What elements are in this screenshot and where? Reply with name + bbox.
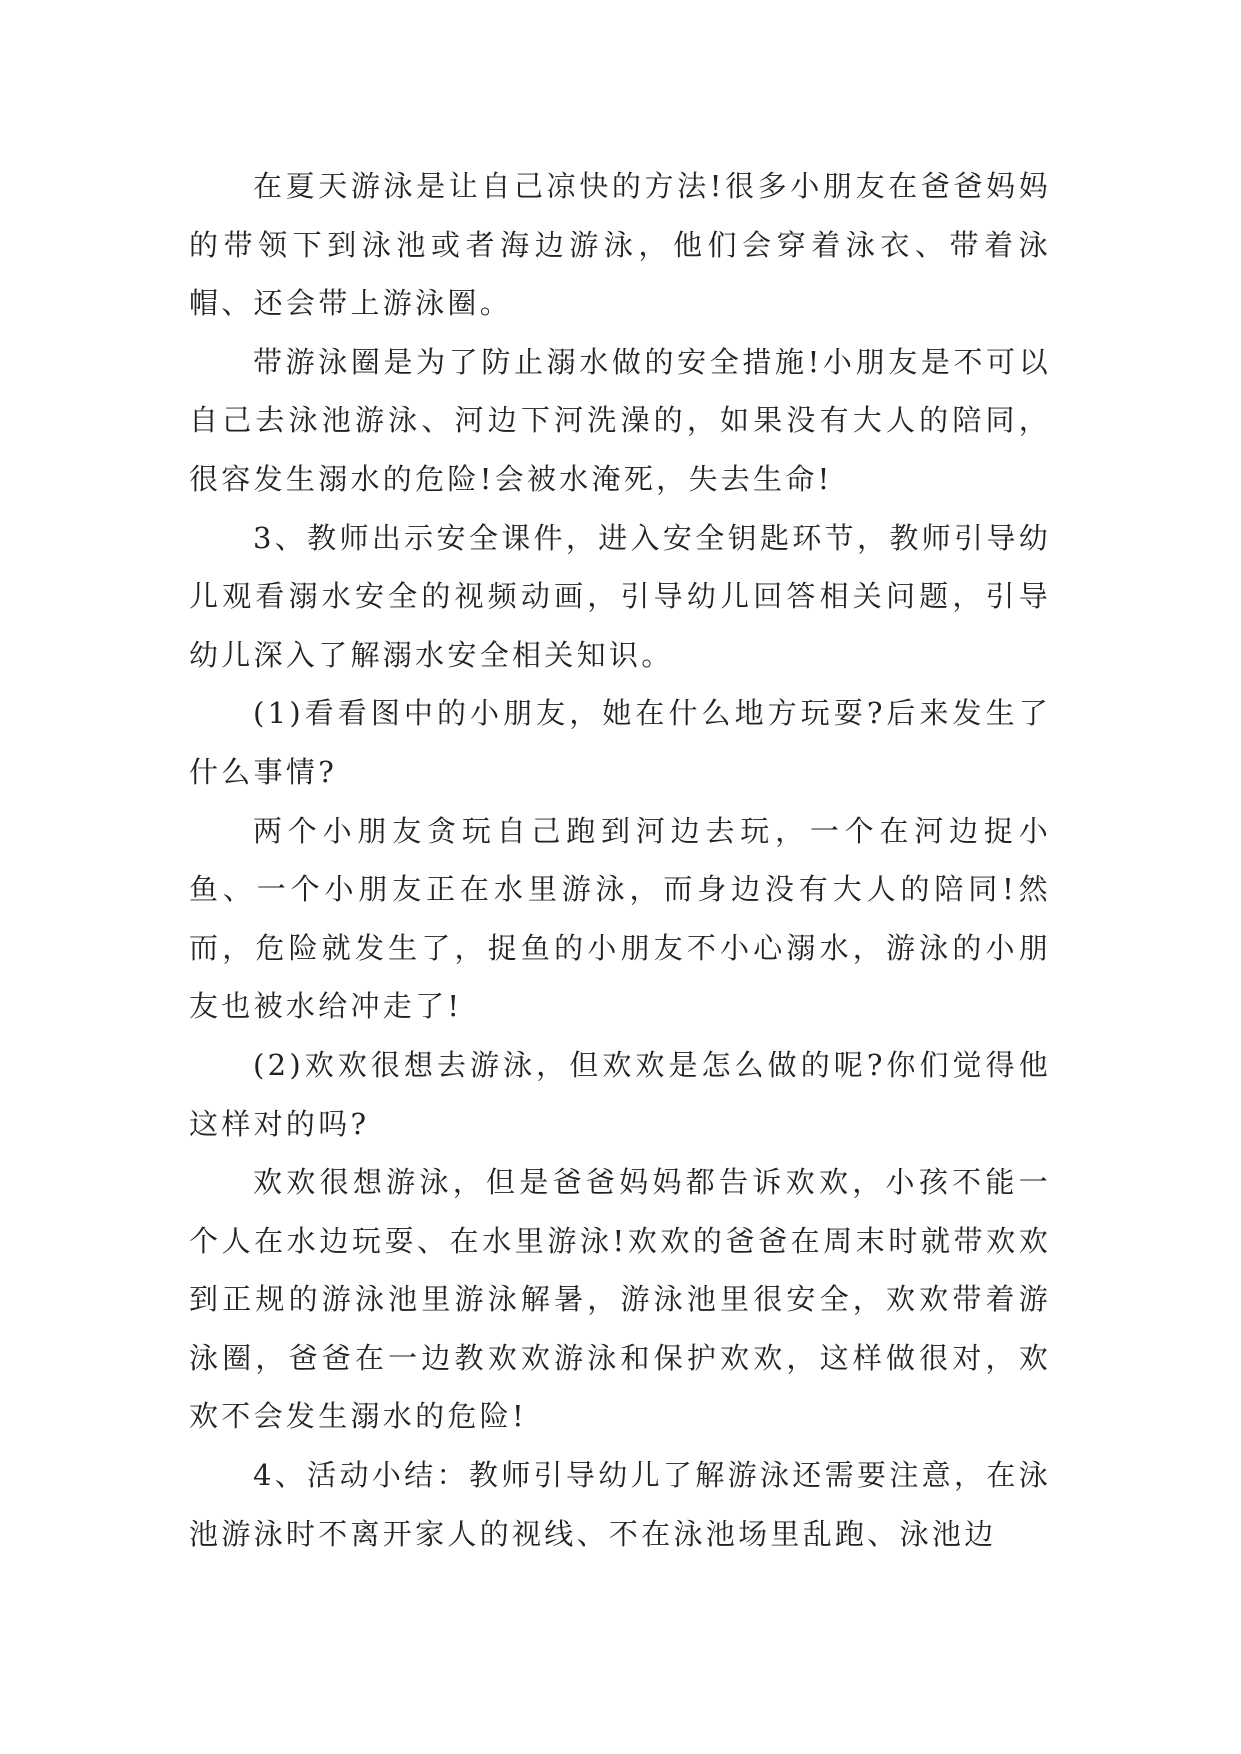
paragraph-6: (2)欢欢很想去游泳，但欢欢是怎么做的呢?你们觉得他这样对的吗? [189, 1047, 1051, 1141]
paragraph-5: 两个小朋友贪玩自己跑到河边去玩，一个在河边捉小鱼、一个小朋友正在水里游泳，而身边没有大人的陪同!然而，危险就发生了，捉鱼的小朋友不小心溺水，游泳的小朋友也被水给冲走了! [189, 813, 1051, 1024]
document-body [189, 157, 1051, 1563]
paragraph-3: 3、教师出示安全课件，进入安全钥匙环节，教师引导幼儿观看溺水安全的视频动画，引导幼儿回答相关问题，引导幼儿深入了解溺水安全相关知识。 [189, 520, 1051, 672]
paragraph-2: 带游泳圈是为了防止溺水做的安全措施!小朋友是不可以自己去泳池游泳、河边下河洗澡的，如果没有大人的陪同，很容发生溺水的危险!会被水淹死，失去生命! [189, 344, 1051, 496]
paragraph-7: 欢欢很想游泳，但是爸爸妈妈都告诉欢欢，小孩不能一个人在水边玩耍、在水里游泳!欢欢的爸爸在周末时就带欢欢到正规的游泳池里游泳解暑，游泳池里很安全，欢欢带着游泳圈，爸爸在一边教欢欢游泳和保护欢欢，这样做很对，欢欢不会发生溺水的危险! [189, 1165, 1051, 1434]
paragraph-4: (1)看看图中的小朋友，她在什么地方玩耍?后来发生了什么事情? [189, 696, 1051, 789]
paragraph-1: 在夏天游泳是让自己凉快的方法!很多小朋友在爸爸妈妈的带领下到泳池或者海边游泳，他们会穿着泳衣、带着泳帽、还会带上游泳圈。 [189, 169, 1051, 321]
paragraph-8: 4、活动小结：教师引导幼儿了解游泳还需要注意，在泳池游泳时不离开家人的视线、不在泳池场里乱跑、泳池边 [189, 1458, 1051, 1551]
